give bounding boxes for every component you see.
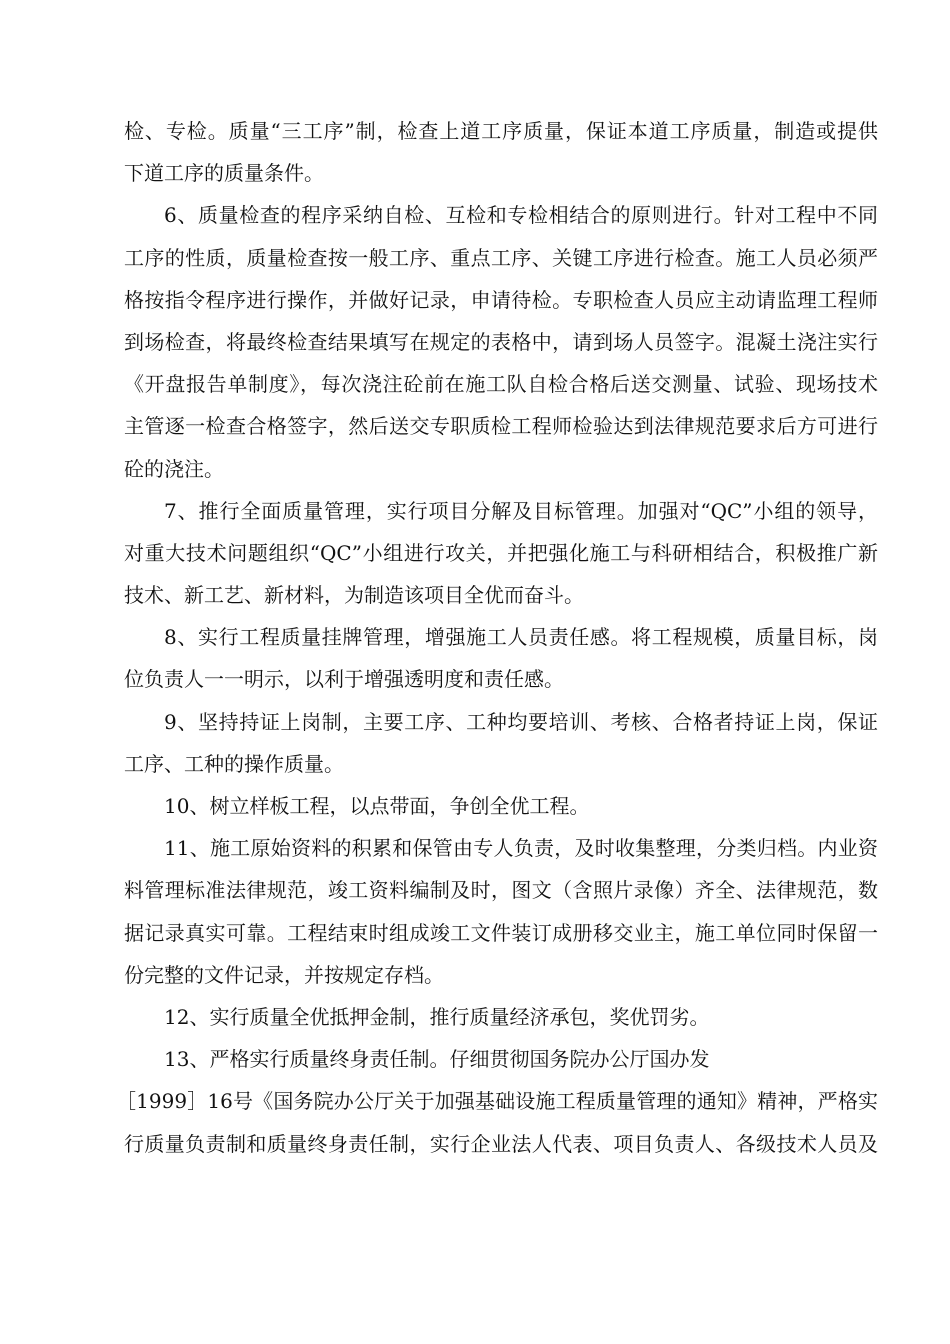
text-line: 13、严格实行质量终身责任制。仔细贯彻国务院办公厅国办发 <box>164 1047 710 1072</box>
document-body <box>116 110 878 1165</box>
text-line: 份完整的文件记录，并按规定存档。 <box>124 962 444 987</box>
text-line: ［1999］16号《国务院办公厅关于加强基础设施工程质量管理的通知》精神，严格实 <box>116 1089 878 1114</box>
text-line: 下道工序的质量条件。 <box>124 161 324 186</box>
text-line: 7、推行全面质量管理，实行项目分解及目标管理。加强对“QC”小组的领导， <box>164 498 878 523</box>
text-line: 检、专检。质量“三工序”制，检查上道工序质量，保证本道工序质量，制造或提供 <box>124 119 878 143</box>
text-line: 11、施工原始资料的积累和保管由专人负责，及时收集整理，分类归档。内业资 <box>164 836 878 861</box>
text-line: 格按指令程序进行操作，并做好记录，申请待检。专职检查人员应主动请监理工程师 <box>124 287 878 312</box>
text-line: 12、实行质量全优抵押金制，推行质量经济承包，奖优罚劣。 <box>164 1004 710 1029</box>
text-line: 到场检查，将最终检查结果填写在规定的表格中，请到场人员签字。混凝土浇注实行 <box>124 329 878 354</box>
text-line: 位负责人一一明示，以利于增强透明度和责任感。 <box>124 667 564 692</box>
text-line: 8、实行工程质量挂牌管理，增强施工人员责任感。将工程规模，质量目标，岗 <box>164 625 878 650</box>
text-line: 料管理标准法律规范，竣工资料编制及时，图文（含照片录像）齐全、法律规范，数 <box>124 878 878 903</box>
text-line: 技术、新工艺、新材料，为制造该项目全优而奋斗。 <box>124 583 584 608</box>
text-line: 据记录真实可靠。工程结束时组成竣工文件装订成册移交业主，施工单位同时保留一 <box>124 920 878 945</box>
text-line: 工序、工种的操作质量。 <box>124 751 344 776</box>
text-line: 工序的性质，质量检查按一般工序、重点工序、关键工序进行检查。施工人员必须严 <box>124 245 878 270</box>
text-line: 砼的浇注。 <box>124 456 224 481</box>
text-line: 对重大技术问题组织“QC”小组进行攻关，并把强化施工与科研相结合，积极推广新 <box>124 540 878 565</box>
text-line: 《开盘报告单制度》，每次浇注砼前在施工队自检合格后送交测量、试验、现场技术 <box>124 372 878 397</box>
text-line: 10、树立样板工程，以点带面，争创全优工程。 <box>164 794 590 818</box>
text-line: 主管逐一检查合格签字，然后送交专职质检工程师检验达到法律规范要求后方可进行 <box>124 414 878 439</box>
text-line: 行质量负责制和质量终身责任制，实行企业法人代表、项目负责人、各级技术人员及 <box>124 1131 878 1156</box>
text-line: 6、质量检查的程序采纳自检、互检和专检相结合的原则进行。针对工程中不同 <box>164 203 878 228</box>
text-line: 9、坚持持证上岗制，主要工序、工种均要培训、考核、合格者持证上岗，保证 <box>164 709 878 734</box>
